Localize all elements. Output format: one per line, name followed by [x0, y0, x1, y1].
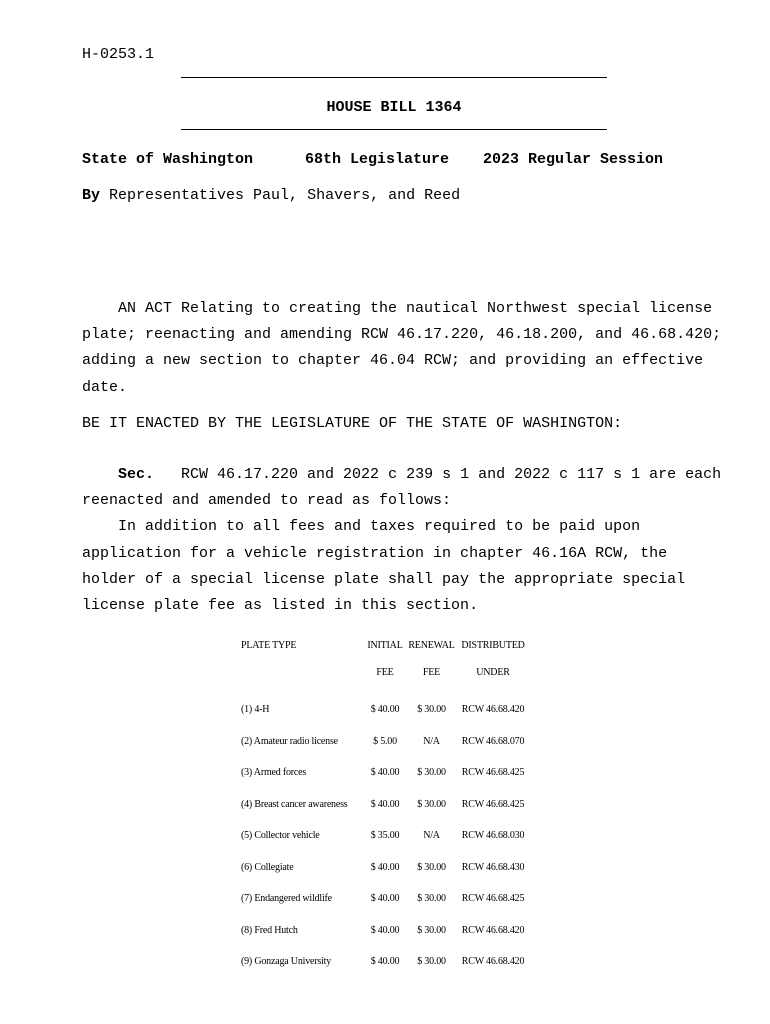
title-rule-bottom [181, 129, 607, 130]
header-initial-fee: FEE [376, 667, 394, 678]
table-row [236, 820, 529, 852]
renewal-fee-cell: N/A [423, 735, 440, 747]
plate-type-cell: (7) Endangered wildlife [241, 893, 332, 905]
plate-type-cell: (6) Collegiate [241, 861, 294, 873]
table-row [236, 757, 529, 789]
header-distributed: DISTRIBUTED [461, 639, 525, 651]
act-title-paragraph [82, 296, 722, 401]
distributed-under-cell: RCW 46.68.430 [461, 861, 525, 873]
by-label: By [82, 187, 101, 204]
plate-type-cell: (9) Gonzaga University [241, 956, 332, 968]
header-renewal-fee: FEE [422, 667, 441, 678]
plate-type-cell: (2) Amateur radio license [241, 735, 338, 747]
initial-fee-cell: $ 40.00 [370, 924, 400, 936]
session-label: 2023 Regular Session [483, 151, 664, 168]
section-text: RCW 46.17.220 and 2022 c 239 s 1 and 2022 c 117 s 1 are each reenacted and amended to read as follows: [82, 466, 722, 510]
title-rule-top [181, 77, 607, 78]
table-row [236, 726, 529, 758]
renewal-fee-cell: $ 30.00 [417, 924, 446, 936]
header-plate-type: PLATE TYPE [241, 639, 297, 651]
header-renewal: RENEWAL [408, 639, 455, 651]
state-label: State of Washington [82, 151, 254, 168]
renewal-fee-cell: $ 30.00 [417, 861, 446, 873]
initial-fee-cell: $ 40.00 [370, 861, 400, 873]
initial-fee-cell: $ 40.00 [370, 956, 400, 968]
bill-title: HOUSE BILL 1364 [326, 99, 462, 116]
plate-type-cell: (5) Collector vehicle [241, 830, 320, 842]
distributed-under-cell: RCW 46.68.425 [461, 893, 525, 905]
distributed-under-cell: RCW 46.68.425 [461, 767, 525, 779]
document-id: H-0253.1 [82, 46, 155, 63]
act-text: AN ACT Relating to creating the nautical Northwest special license plate; reenacting and amending RCW 46.17.220, 46.18.200, and 46.68.420; adding a new section to chapter 46.04 RCW; and providing an effective date. [82, 300, 722, 396]
initial-fee-cell: $ 5.00 [373, 735, 397, 747]
table-row [236, 694, 529, 726]
table-row [236, 883, 529, 915]
enacting-clause: BE IT ENACTED BY THE LEGISLATURE OF THE STATE OF WASHINGTON: [82, 415, 623, 432]
license-plate-fee-table [236, 631, 529, 978]
initial-fee-cell: $ 35.00 [370, 830, 400, 842]
sponsors: Representatives Paul, Shavers, and Reed [109, 187, 461, 204]
sponsor-line [82, 187, 460, 204]
initial-fee-cell: $ 40.00 [370, 767, 400, 779]
initial-fee-cell: $ 40.00 [370, 893, 400, 905]
plate-type-cell: (3) Armed forces [241, 767, 307, 779]
initial-fee-cell: $ 40.00 [370, 798, 400, 810]
plate-type-cell: (8) Fred Hutch [241, 924, 298, 936]
table-header-row-2 [236, 659, 529, 694]
renewal-fee-cell: $ 30.00 [417, 893, 446, 905]
section-paragraph [82, 462, 722, 619]
distributed-under-cell: RCW 46.68.070 [461, 735, 525, 747]
table-row [236, 852, 529, 884]
renewal-fee-cell: $ 30.00 [417, 767, 446, 779]
renewal-fee-cell: $ 30.00 [417, 704, 446, 716]
table-row [236, 946, 529, 978]
legislature-label: 68th Legislature [305, 151, 450, 168]
distributed-under-cell: RCW 46.68.420 [461, 956, 525, 968]
renewal-fee-cell: N/A [423, 830, 440, 842]
plate-type-cell: (4) Breast cancer awareness [241, 798, 348, 810]
table-header-row [236, 631, 529, 659]
distributed-under-cell: RCW 46.68.030 [461, 830, 525, 842]
renewal-fee-cell: $ 30.00 [417, 798, 446, 810]
fee-paragraph: In addition to all fees and taxes required to be paid upon application for a vehicle registration in chapter 46.16A RCW, the holder of a special license plate shall pay the appropriate special license plate fee as listed in this section. [82, 518, 686, 615]
header-distributed-under: UNDER [476, 667, 510, 678]
header-plate-type-2 [236, 659, 364, 694]
distributed-under-cell: RCW 46.68.420 [461, 704, 525, 716]
header-initial: INITIAL [367, 639, 403, 651]
renewal-fee-cell: $ 30.00 [417, 956, 446, 968]
distributed-under-cell: RCW 46.68.420 [461, 924, 525, 936]
table-row [236, 789, 529, 821]
distributed-under-cell: RCW 46.68.425 [461, 798, 525, 810]
initial-fee-cell: $ 40.00 [370, 704, 400, 716]
section-label: Sec. [118, 466, 155, 483]
table-row [236, 915, 529, 947]
plate-type-cell: (1) 4-H [241, 704, 270, 716]
